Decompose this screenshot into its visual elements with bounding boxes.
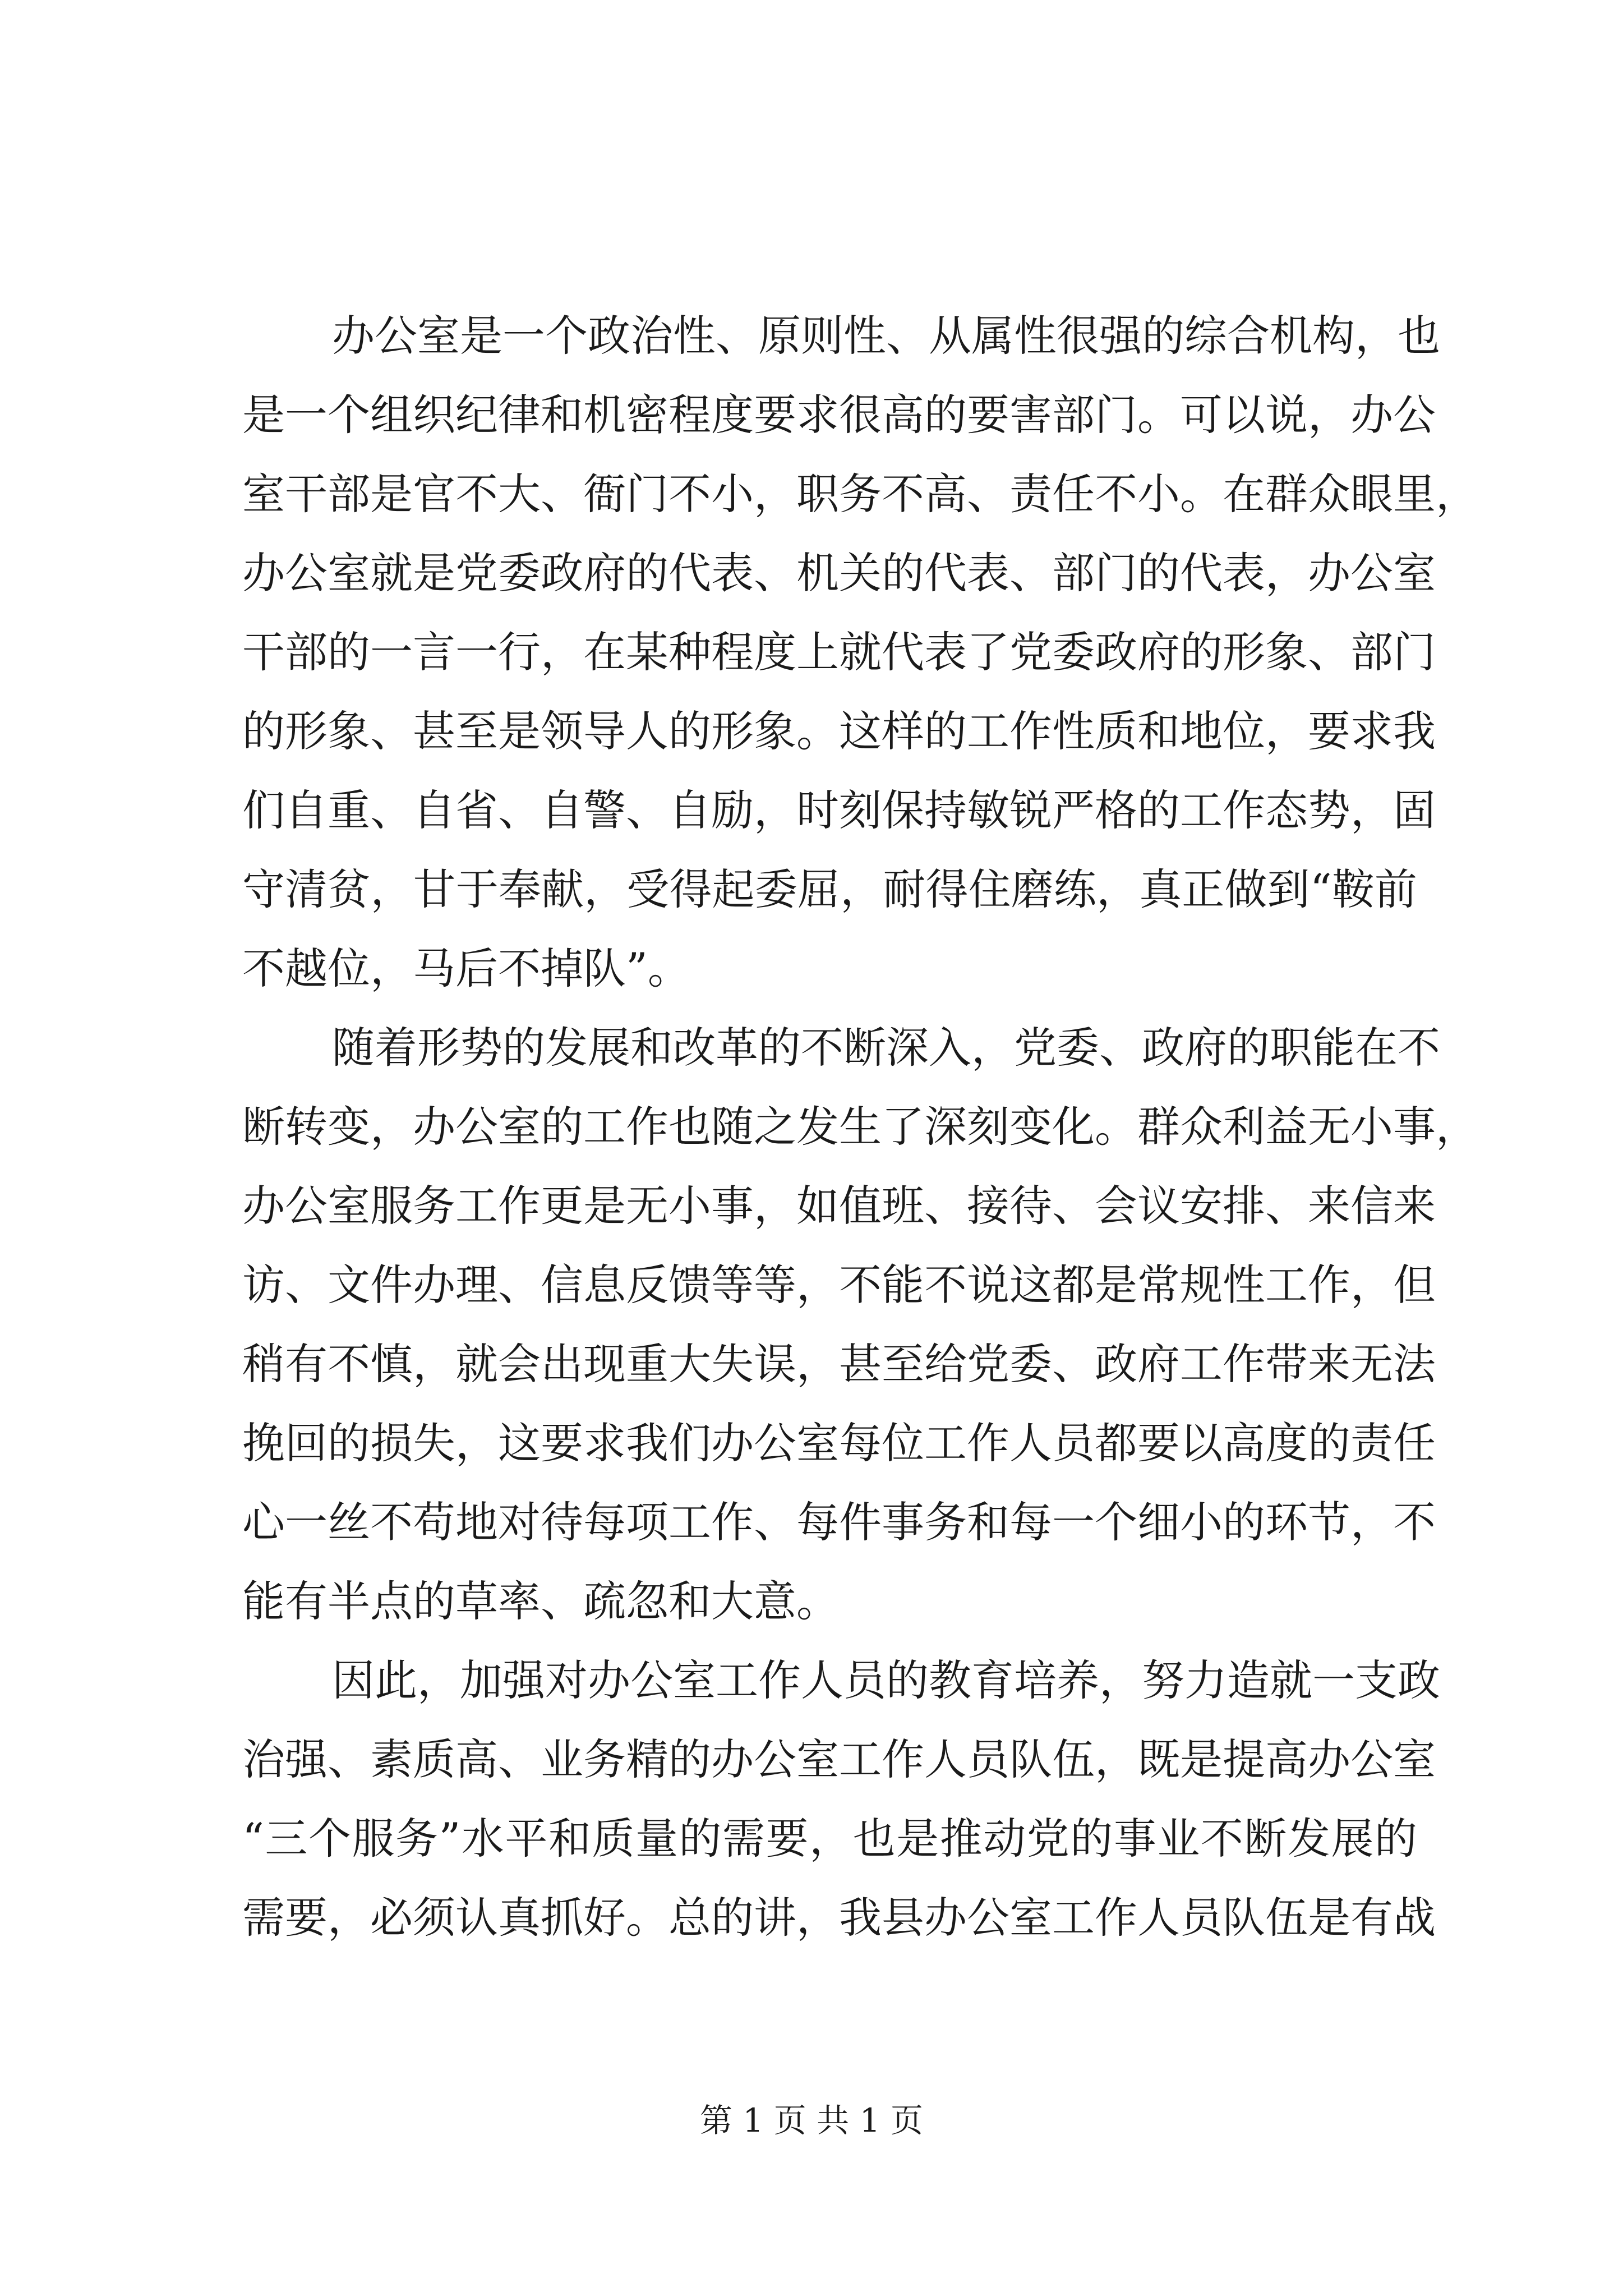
paragraph-line: 断转变，办公室的工作也随之发生了深刻变化。群众利益无小事， <box>242 1102 1478 1152</box>
paragraph-line: 因此，加强对办公室工作人员的教育培养，努力造就一支政 <box>332 1655 1440 1705</box>
paragraph-line: 治强、素质高、业务精的办公室工作人员队伍，既是提高办公室 <box>242 1734 1436 1784</box>
paragraph-line: 是一个组织纪律和机密程度要求很高的要害部门。可以说，办公 <box>242 390 1436 440</box>
paragraph-line: 室干部是官不大、衙门不小，职务不高、责任不小。在群众眼里， <box>242 469 1478 519</box>
paragraph-line: 干部的一言一行，在某种程度上就代表了党委政府的形象、部门 <box>242 627 1436 677</box>
paragraph-line: 能有半点的草率、疏忽和大意。 <box>242 1576 839 1626</box>
paragraph-line: 需要，必须认真抓好。总的讲，我县办公室工作人员队伍是有战 <box>242 1893 1436 1943</box>
document-body <box>242 296 1478 1957</box>
paragraph-line: 随着形势的发展和改革的不断深入，党委、政府的职能在不 <box>332 1023 1440 1073</box>
paragraph-line: 的形象、甚至是领导人的形象。这样的工作性质和地位，要求我 <box>242 706 1436 756</box>
paragraph-line: “三个服务”水平和质量的需要，也是推动党的事业不断发展的 <box>242 1814 1417 1864</box>
paragraph-line: 守清贫，甘于奉献，受得起委屈，耐得住磨练，真正做到“鞍前 <box>242 864 1417 914</box>
page-footer: 第 1 页 共 1 页 <box>700 2101 923 2139</box>
paragraph-line: 办公室就是党委政府的代表、机关的代表、部门的代表，办公室 <box>242 548 1436 598</box>
paragraph-line: 们自重、自省、自警、自励，时刻保持敏锐严格的工作态势，固 <box>242 785 1436 835</box>
paragraph-line: 办公室服务工作更是无小事，如值班、接待、会议安排、来信来 <box>242 1181 1436 1231</box>
paragraph-line: 挽回的损失，这要求我们办公室每位工作人员都要以高度的责任 <box>242 1418 1436 1468</box>
paragraph-line: 办公室是一个政治性、原则性、从属性很强的综合机构，也 <box>332 311 1440 361</box>
paragraph-line: 访、文件办理、信息反馈等等，不能不说这都是常规性工作，但 <box>242 1260 1436 1310</box>
paragraph-line: 不越位，马后不掉队”。 <box>242 944 690 993</box>
paragraph-line: 稍有不慎，就会出现重大失误，甚至给党委、政府工作带来无法 <box>242 1339 1436 1389</box>
paragraph-line: 心一丝不苟地对待每项工作、每件事务和每一个细小的环节，不 <box>242 1497 1436 1547</box>
